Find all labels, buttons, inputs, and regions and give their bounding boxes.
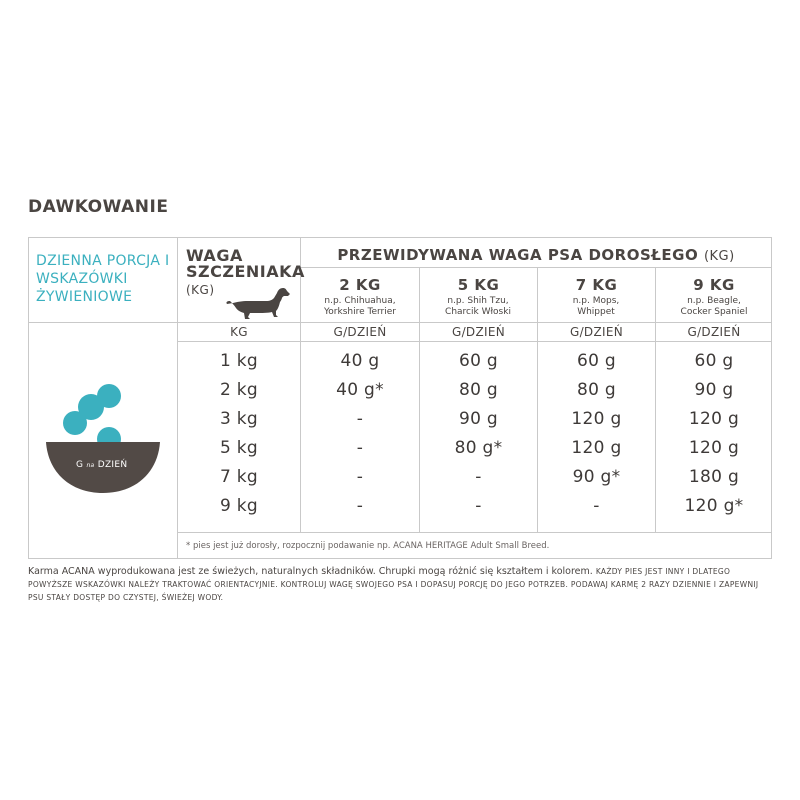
portion-cell: 90 g bbox=[694, 380, 734, 400]
portion-cell: 90 g* bbox=[572, 467, 621, 487]
portion-cell: - bbox=[475, 467, 482, 487]
column-header-9kg bbox=[656, 276, 772, 318]
adult-weight-unit: (KG) bbox=[703, 249, 735, 264]
divider bbox=[301, 267, 772, 268]
portion-cell: - bbox=[356, 409, 364, 429]
portion-cell: 40 g bbox=[340, 351, 380, 371]
portion-cell: - bbox=[593, 496, 600, 516]
portion-cell: 120 g bbox=[571, 438, 622, 458]
divider bbox=[178, 532, 772, 533]
column-header-7kg bbox=[538, 276, 655, 318]
page-title: DAWKOWANIE bbox=[28, 197, 169, 217]
portion-cell: 120 g bbox=[571, 409, 622, 429]
portion-cell: 120 g bbox=[688, 409, 740, 429]
column-weight: 7 KG bbox=[575, 276, 618, 294]
bottom-note bbox=[28, 565, 773, 604]
portion-cell: 80 g bbox=[458, 380, 499, 400]
portion-cell: - bbox=[356, 496, 364, 516]
adult-weight-header bbox=[300, 246, 772, 264]
subheader-g-dzien: G/DZIEŃ bbox=[569, 325, 623, 339]
portion-cell: 120 g bbox=[688, 438, 740, 458]
column-examples: n.p. Chihuahua, Yorkshire Terrier bbox=[324, 296, 396, 317]
column-header-2kg bbox=[301, 276, 419, 318]
puppy-weight-cell: 7 kg bbox=[219, 467, 259, 487]
portion-cell: - bbox=[356, 467, 364, 487]
divider bbox=[28, 322, 772, 323]
column-examples: n.p. Beagle, Cocker Spaniel bbox=[680, 296, 748, 317]
column-weight: 5 KG bbox=[457, 276, 500, 294]
portion-cell: 60 g bbox=[694, 351, 734, 371]
puppy-weight-cell: 5 kg bbox=[219, 438, 259, 458]
portion-cell: 60 g bbox=[576, 351, 617, 371]
portion-cell: 180 g bbox=[688, 467, 740, 487]
bottom-note-main: Karma ACANA wyprodukowana jest ze świeżych, naturalnych składników. Chrupki mogą różnić się kształtem i kolorem. bbox=[28, 566, 593, 577]
subheader-kg: KG bbox=[230, 325, 248, 339]
puppy-weight-cell: 9 kg bbox=[219, 496, 259, 516]
puppy-weight-cell: 3 kg bbox=[219, 409, 259, 429]
bowl-label-na: na bbox=[86, 462, 95, 469]
portion-cell: 80 g bbox=[576, 380, 617, 400]
puppy-weight-unit: (KG) bbox=[186, 283, 215, 297]
portion-cell: 90 g bbox=[458, 409, 499, 429]
puppy-weight-cell: 2 kg bbox=[219, 380, 259, 400]
portion-cell: 40 g* bbox=[336, 380, 384, 400]
puppy-weight-title: WAGA SZCZENIAKA bbox=[186, 246, 305, 281]
kibble-icon bbox=[63, 411, 87, 435]
column-examples: n.p. Mops, Whippet bbox=[572, 296, 620, 317]
portion-cell: 120 g* bbox=[684, 496, 744, 516]
puppy-weight-cell: 1 kg bbox=[219, 351, 259, 371]
dachshund-icon bbox=[224, 284, 292, 322]
kibble-icon bbox=[97, 384, 121, 408]
adult-weight-title: PRZEWIDYWANA WAGA PSA DOROSŁEGO bbox=[337, 246, 699, 264]
portion-cell: 60 g bbox=[458, 351, 499, 371]
column-examples: n.p. Shih Tzu, Charcik Włoski bbox=[445, 296, 511, 317]
subheader-g-dzien: G/DZIEŃ bbox=[687, 325, 741, 339]
subheader-g-dzien: G/DZIEŃ bbox=[333, 325, 387, 339]
portion-cell: - bbox=[356, 438, 364, 458]
subheader-g-dzien: G/DZIEŃ bbox=[451, 325, 505, 339]
intro-label: DZIENNA PORCJA I WSKAZÓWKI ŻYWIENIOWE bbox=[36, 253, 170, 305]
bowl-label-g: G bbox=[76, 460, 84, 470]
portion-cell: 80 g* bbox=[454, 438, 503, 458]
bowl-label bbox=[76, 460, 127, 470]
divider bbox=[178, 341, 772, 342]
column-weight: 9 KG bbox=[693, 276, 735, 294]
bowl-label-dzien: DZIEŃ bbox=[97, 460, 128, 470]
bottom-note-small: KAŻDY PIES JEST INNY I DLATEGO POWYŻSZE WSKAZÓWKI NALEŻY TRAKTOWAĆ ORIENTACYJNIE. KONTROLUJ WAGĘ SWOJEGO PSA I DOPASUJ PORCJĘ DO JEGO POTRZEB. PODAWAJ KARMĘ 2 RAZY DZIENNIE I ZAPEWNIJ PSU STAŁY DOSTĘP DO CZYSTEJ, ŚWIEŻEJ WODY. bbox=[28, 567, 759, 602]
food-bowl-icon bbox=[44, 380, 162, 496]
column-weight: 2 KG bbox=[339, 276, 381, 294]
footnote: * pies jest już dorosły, rozpocznij podawanie np. ACANA HERITAGE Adult Small Breed. bbox=[186, 541, 550, 551]
portion-cell: - bbox=[475, 496, 482, 516]
column-header-5kg bbox=[420, 276, 537, 318]
